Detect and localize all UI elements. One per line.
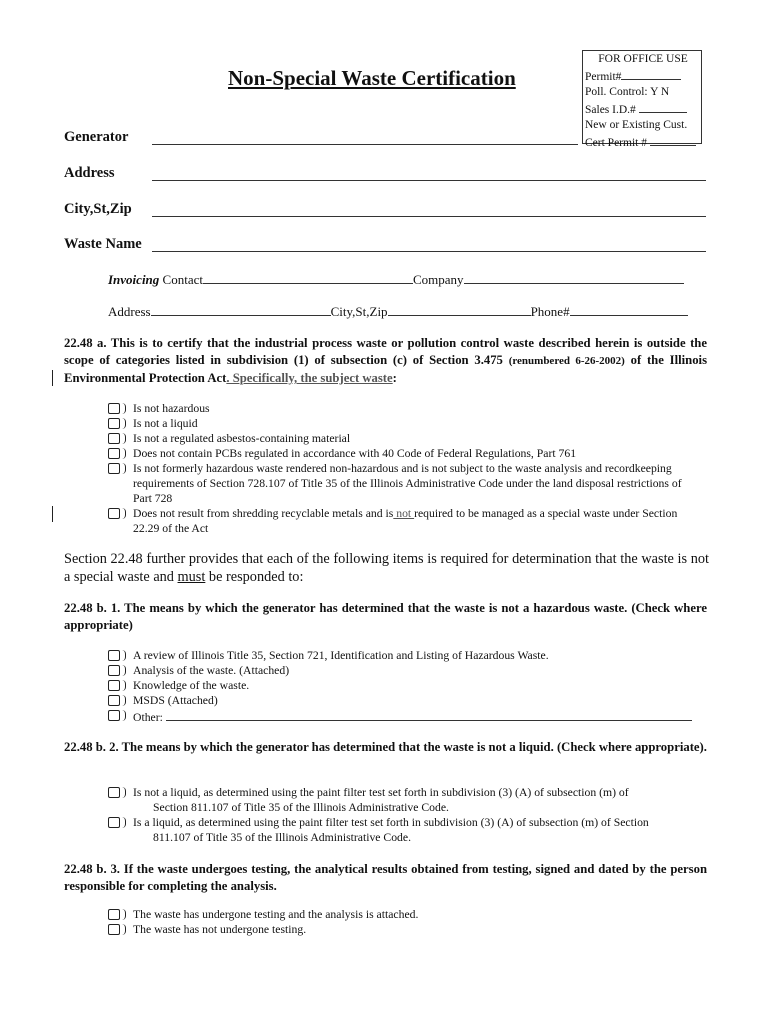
- checkbox[interactable]: [108, 817, 120, 828]
- section-b1-heading: 22.48 b. 1. The means by which the generator has determined that the waste is not a hazardous waste. (Check where appropriate): [64, 601, 707, 632]
- checkbox[interactable]: [108, 508, 120, 519]
- list-item: Is not a liquid: [108, 416, 708, 431]
- contact-label: Contact: [162, 272, 203, 287]
- checkbox[interactable]: [108, 448, 120, 459]
- section-b1-list: [108, 648, 708, 725]
- page-title: Non-Special Waste Certification: [228, 66, 516, 90]
- list-item: Analysis of the waste. (Attached): [108, 663, 708, 678]
- checkbox[interactable]: [108, 680, 120, 691]
- revision-bar: [52, 370, 53, 386]
- office-sales-id[interactable]: Sales I.D.#: [585, 100, 701, 118]
- address-label: Address: [64, 165, 115, 181]
- checkbox[interactable]: [108, 695, 120, 706]
- checkbox[interactable]: [108, 710, 120, 721]
- list-item: Knowledge of the waste.: [108, 678, 708, 693]
- section-b3-list: [108, 907, 708, 937]
- office-use-header: FOR OFFICE USE: [598, 53, 688, 65]
- section-a-list: [108, 401, 708, 536]
- waste-name-field[interactable]: [152, 251, 706, 252]
- checkbox[interactable]: [108, 909, 120, 920]
- other-field[interactable]: [166, 708, 692, 721]
- further-provides-text: Section 22.48 further provides that each of the following items is required for determination that the waste is not a special waste and must be responded to:: [64, 551, 709, 585]
- office-cert-permit[interactable]: Cert Permit #: [585, 133, 701, 151]
- phone-label: Phone#: [530, 304, 570, 319]
- list-item: Is a liquid, as determined using the paint filter test set forth in subdivision (3) (A) of subsection (m) of Section 811.107 of Title 35 of the Illinois Administrative Code.: [108, 815, 708, 845]
- list-item: Is not a regulated asbestos-containing material: [108, 431, 708, 446]
- checkbox[interactable]: [108, 924, 120, 935]
- checkbox[interactable]: [108, 433, 120, 444]
- list-item: The waste has not undergone testing.: [108, 922, 708, 937]
- list-item: Does not result from shredding recyclable metals and is not required to be managed as a special waste under Section 22.29 of the Act: [108, 506, 693, 536]
- contact-city-label: City,St,Zip: [330, 304, 388, 319]
- list-item: The waste has undergone testing and the analysis is attached.: [108, 907, 708, 922]
- invoicing-label: Invoicing: [108, 272, 160, 287]
- office-poll-control[interactable]: Poll. Control: Y N: [585, 86, 670, 98]
- section-a-text: 22.48 a. This is to certify that the industrial process waste or pollution control waste described herein is outside the scope of categories listed in subdivision (1) of subsection (c) of Section 3.475 (renumbered 6-26-2002) of the Illinois Environmental Protection Act. Specifically, the subject waste:: [64, 336, 708, 385]
- waste-name-label: Waste Name: [64, 236, 142, 252]
- address-field[interactable]: [152, 180, 706, 181]
- contact-address-field[interactable]: [151, 303, 331, 316]
- checkbox[interactable]: [108, 463, 120, 474]
- company-label: Company: [412, 272, 464, 287]
- checkbox[interactable]: [108, 665, 120, 676]
- office-permit[interactable]: Permit#: [585, 67, 701, 85]
- checkbox[interactable]: [108, 403, 120, 414]
- phone-field[interactable]: [570, 303, 688, 316]
- checkbox[interactable]: [108, 787, 120, 798]
- section-b2-list: [108, 785, 708, 845]
- section-b3-heading: 22.48 b. 3. If the waste undergoes testing, the analytical results obtained from testing, signed and dated by the person responsible for completing the analysis.: [64, 862, 707, 893]
- contact-address-row: [108, 303, 688, 320]
- contact-city-field[interactable]: [388, 303, 531, 316]
- list-item: A review of Illinois Title 35, Section 721, Identification and Listing of Hazardous Waste.: [108, 648, 708, 663]
- list-item: MSDS (Attached): [108, 693, 708, 708]
- city-field[interactable]: [152, 216, 706, 217]
- office-new-existing[interactable]: New or Existing Cust.: [585, 119, 688, 131]
- list-item: Is not formerly hazardous waste rendered non-hazardous and is not subject to the waste analysis and recordkeeping requirements of Section 728.107 of Title 35 of the Illinois Administrative Code under the land disposal restrictions of Part 728: [108, 461, 693, 506]
- contact-address-label: Address: [108, 304, 151, 319]
- checkbox[interactable]: [108, 418, 120, 429]
- section-b2-heading: 22.48 b. 2. The means by which the generator has determined that the waste is not a liquid. (Check where appropriate).: [64, 740, 707, 754]
- generator-field[interactable]: [152, 144, 578, 145]
- company-field[interactable]: [464, 271, 684, 284]
- invoicing-contact-row: [108, 271, 684, 288]
- contact-field[interactable]: [203, 271, 413, 284]
- list-item: Is not a liquid, as determined using the paint filter test set forth in subdivision (3) (A) of subsection (m) of Section 811.107 of Title 35 of the Illinois Administrative Code.: [108, 785, 708, 815]
- list-item: Does not contain PCBs regulated in accordance with 40 Code of Federal Regulations, Part 761: [108, 446, 708, 461]
- list-item: Is not hazardous: [108, 401, 708, 416]
- list-item: Other:: [108, 708, 708, 725]
- revision-bar: [52, 506, 53, 522]
- checkbox[interactable]: [108, 650, 120, 661]
- generator-label: Generator: [64, 129, 129, 145]
- city-label: City,St,Zip: [64, 201, 132, 217]
- office-use-box: [582, 50, 702, 149]
